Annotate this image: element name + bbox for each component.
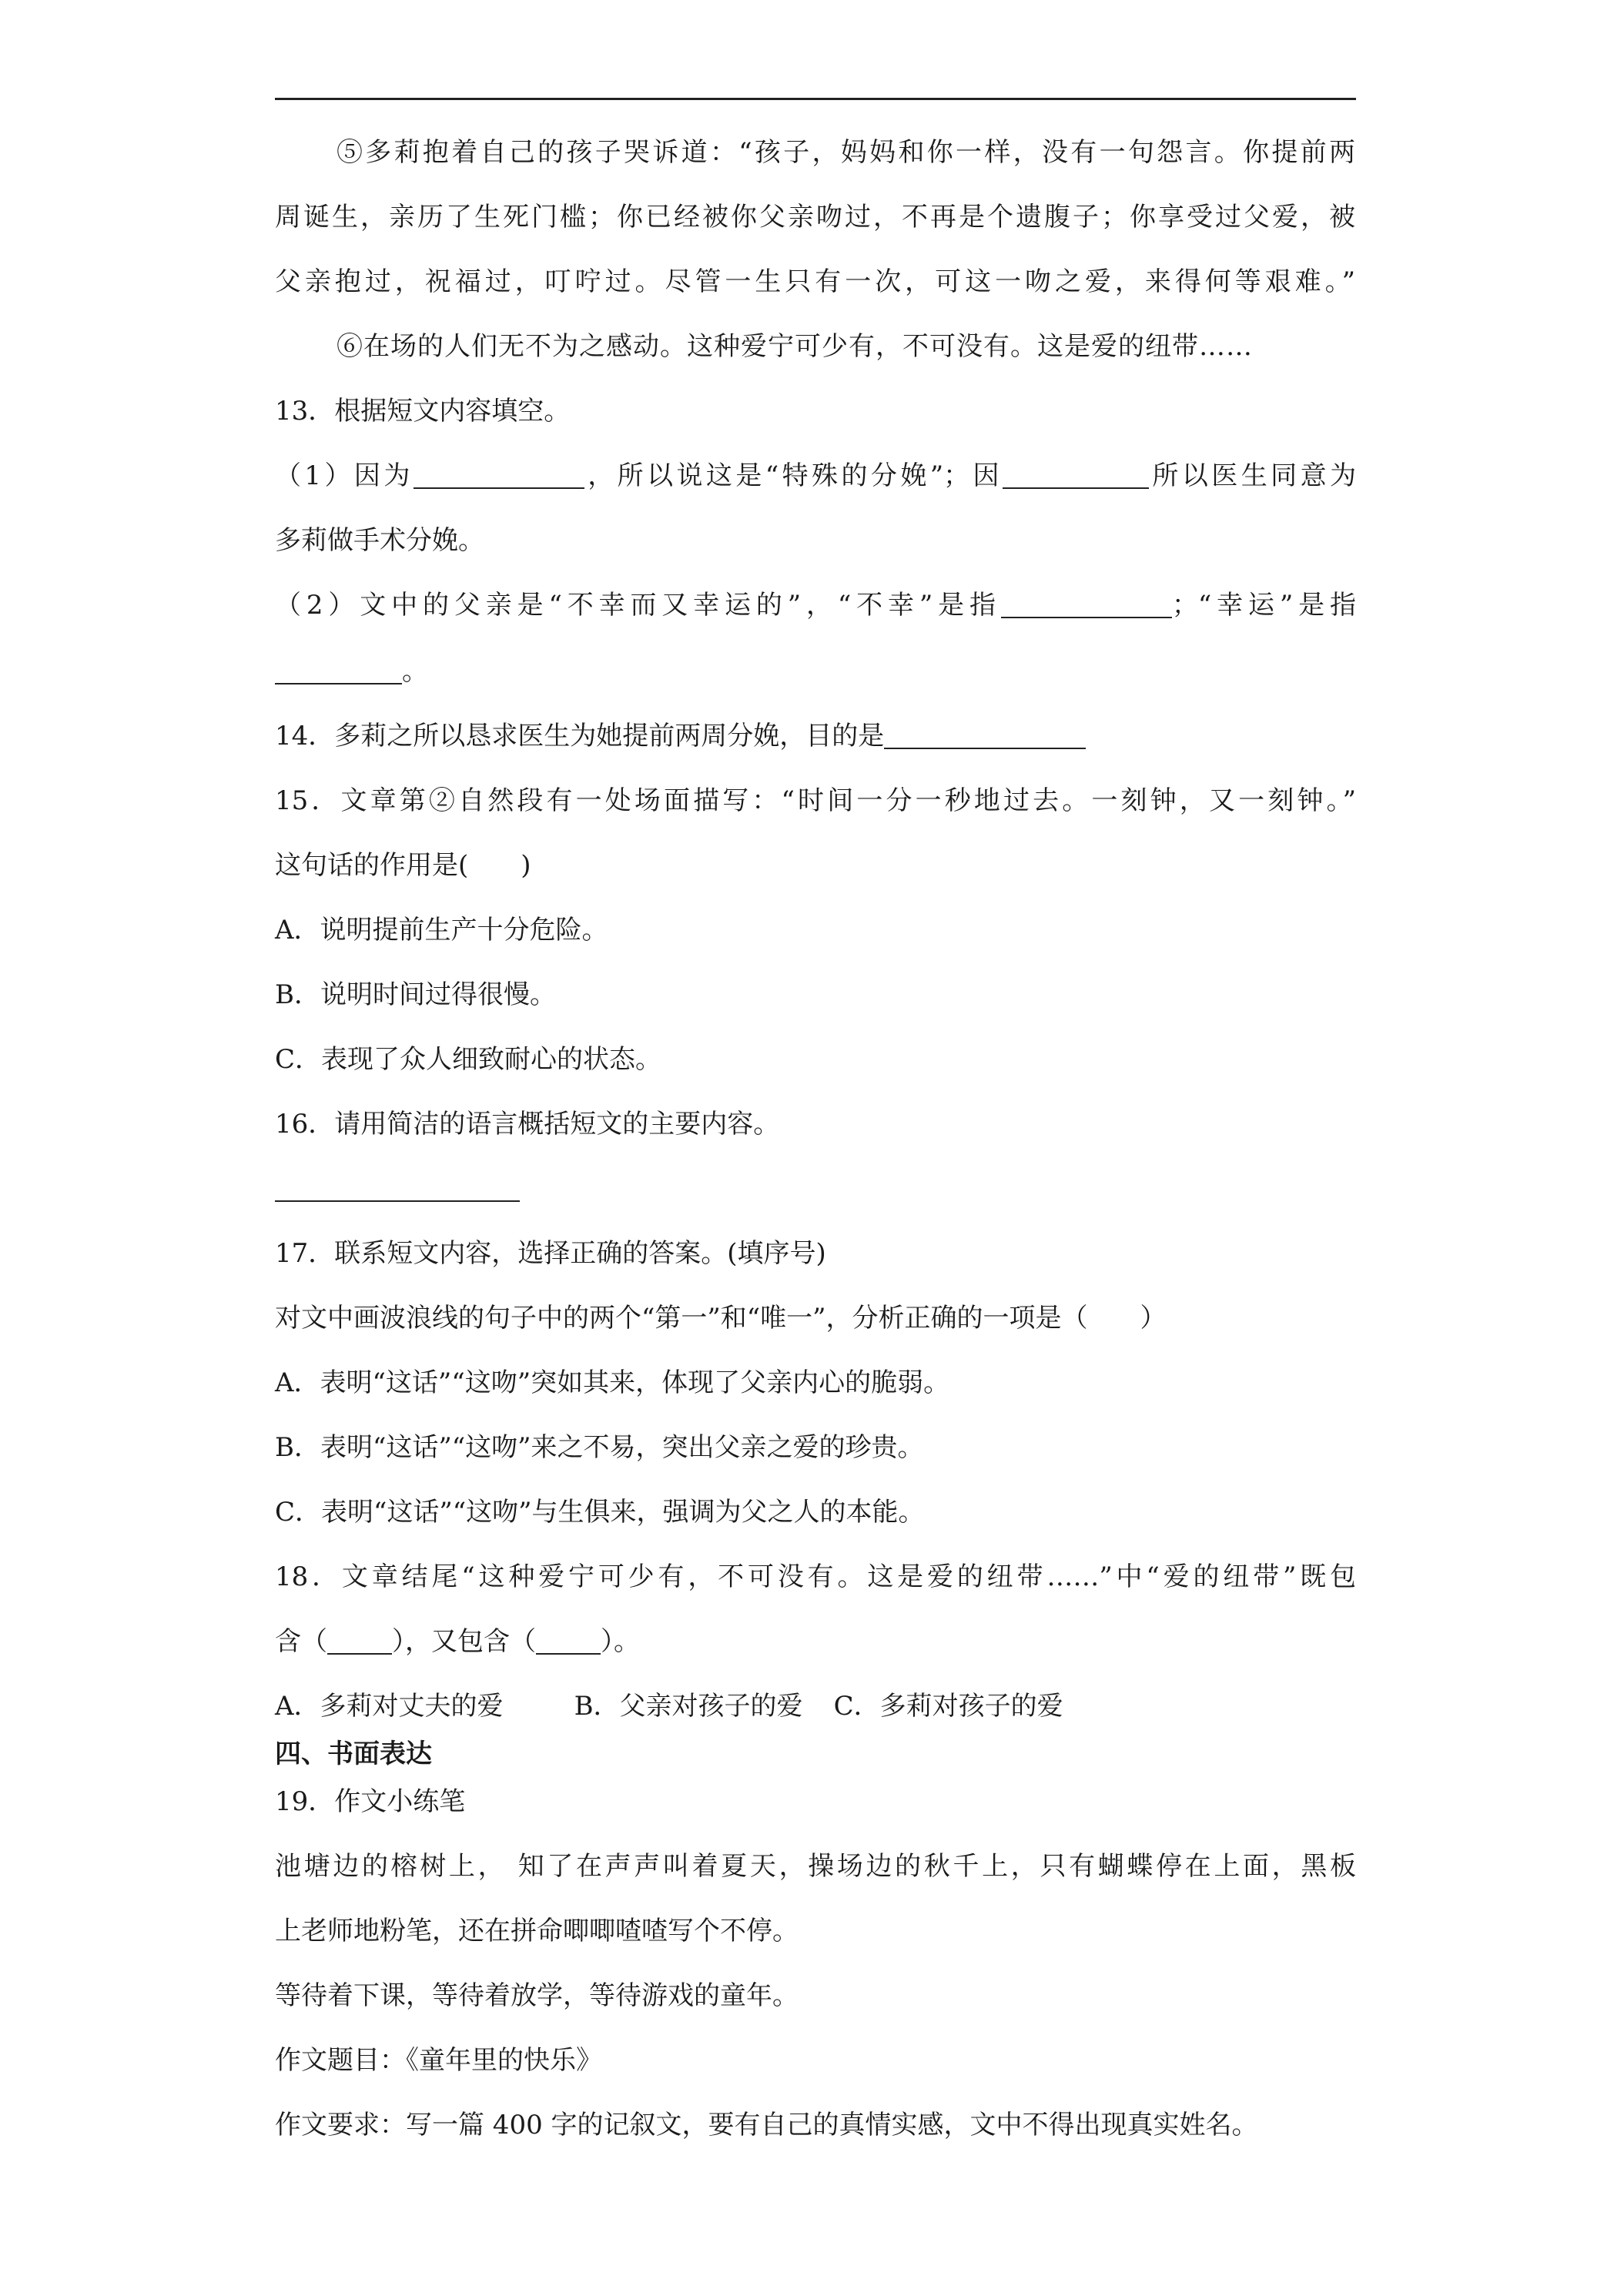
question-15-option-c: C．表现了众人细致耐心的状态。 [275,1044,662,1075]
question-18-line-1: 18．文章结尾“这种爱宁可少有，不可没有。这是爱的纽带……”中“爱的纽带”既包 [275,1561,1356,1592]
question-13-stem: 13．根据短文内容填空。 [275,396,571,427]
question-18-option-a: A．多莉对丈夫的爱 [275,1691,504,1722]
answer-blank[interactable] [275,1174,520,1202]
answer-blank[interactable] [536,1627,601,1655]
answer-blank[interactable] [275,657,402,684]
question-18-option-c: C．多莉对孩子的爱 [833,1691,1063,1722]
question-17-option-c: C．表明“这话”“这吻”与生俱来，强调为父之人的本能。 [275,1497,925,1528]
question-15-option-b: B．说明时间过得很慢。 [275,979,556,1010]
answer-blank[interactable] [1003,461,1149,489]
paragraph-6: ⑥在场的人们无不为之感动。这种爱宁可少有，不可没有。这是爱的纽带…… [337,331,1253,362]
question-15-option-a: A．说明提前生产十分危险。 [275,915,608,946]
question-15-line-1: 15．文章第②自然段有一处场面描写：“时间一分一秒地过去。一刻钟，又一刻钟。” [275,785,1356,816]
answer-blank[interactable] [327,1627,392,1655]
answer-blank[interactable] [1001,591,1172,618]
question-19-prompt-line-1: 池塘边的榕树上， 知了在声声叫着夏天，操场边的秋千上，只有蝴蝶停在上面，黑板 [275,1851,1356,1882]
question-16-answer-line [275,1172,1356,1206]
paragraph-5-line-2: 周诞生，亲历了生死门槛；你已经被你父亲吻过，不再是个遗腹子；你享受过父爱，被 [275,202,1356,233]
answer-blank[interactable] [884,721,1086,749]
question-18-options [275,1689,1356,1723]
question-19-stem: 19．作文小练笔 [275,1786,466,1817]
question-19-requirements: 作文要求：写一篇 400 字的记叙文，要有自己的真情实感，文中不得出现真实姓名。 [275,2110,1258,2140]
paragraph-5-line-3: 父亲抱过，祝福过，叮咛过。尽管一生只有一次，可这一吻之爱，来得何等艰难。” [275,266,1356,297]
question-17-prompt: 对文中画波浪线的句子中的两个“第一”和“唯一”，分析正确的一项是（ ） [275,1303,1167,1334]
question-13-part-1-line-2: 多莉做手术分娩。 [275,525,484,556]
section-heading: 四、书面表达 [275,1739,432,1769]
answer-blank[interactable] [414,461,584,489]
question-14: 14．多莉之所以恳求医生为她提前两周分娩，目的是 [275,719,1356,753]
paragraph-5-line-1: ⑤多莉抱着自己的孩子哭诉道：“孩子，妈妈和你一样，没有一句怨言。你提前两 [337,137,1356,168]
question-13-part-1-line-1: （1）因为 ，所以说这是“特殊的分娩”；因 所以医生同意为 [275,460,1357,491]
question-18-option-b: B．父亲对孩子的爱 [574,1691,803,1722]
question-13-part-2-line-1: （2）文中的父亲是“不幸而又幸运的”，“不幸”是指 ；“幸运”是指 [275,590,1356,621]
question-16: 16．请用简洁的语言概括短文的主要内容。 [275,1109,780,1140]
question-17-option-a: A．表明“这话”“这吻”突如其来，体现了父亲内心的脆弱。 [275,1367,950,1398]
question-18-line-2: 含（ ），又包含（ ）。 [275,1626,640,1657]
question-17-option-b: B．表明“这话”“这吻”来之不易，突出父亲之爱的珍贵。 [275,1432,924,1463]
question-19-prompt-line-2: 上老师地粉笔，还在拼命唧唧喳喳写个不停。 [275,1916,799,1946]
header-rule [275,98,1356,100]
question-19-prompt-line-3: 等待着下课，等待着放学，等待游戏的童年。 [275,1980,799,2011]
question-15-line-2: 这句话的作用是( ) [275,850,531,881]
question-19-title: 作文题目：《童年里的快乐》 [275,2045,602,2076]
question-13-part-2-line-2: 。 [275,654,1356,688]
question-17-stem: 17．联系短文内容，选择正确的答案。(填序号) [275,1238,826,1269]
